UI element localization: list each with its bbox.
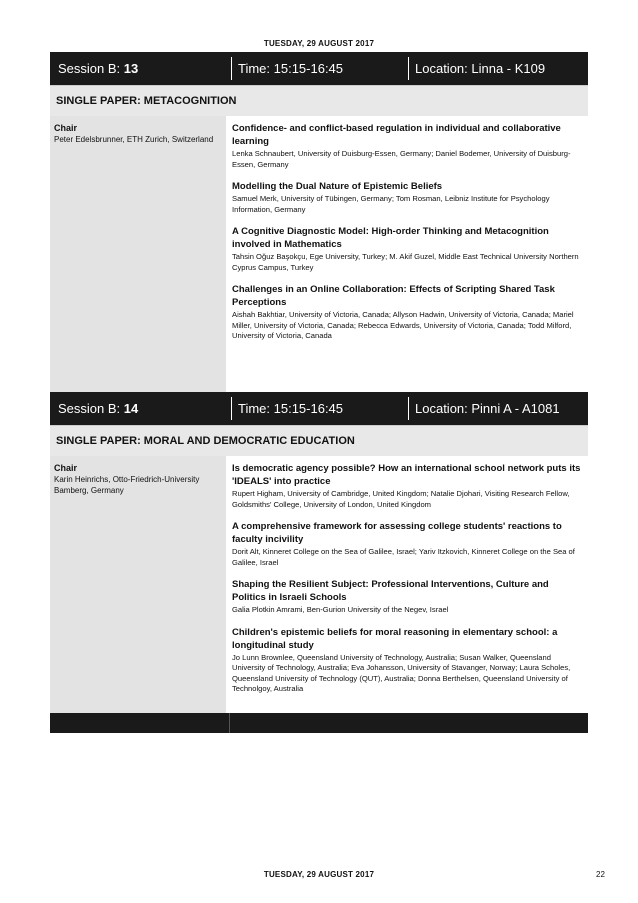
paper-title: Shaping the Resilient Subject: Professional Interventions, Culture and Politics in Israeli Schools xyxy=(232,579,549,603)
paper-title: Is democratic agency possible? How an international school network puts its 'IDEALS' into practice xyxy=(232,463,581,487)
session-location: Location: Pinni A - A1081 xyxy=(408,397,560,420)
session-id: Session B: 13 xyxy=(58,61,139,76)
session-bar xyxy=(50,392,588,425)
chair-label: Chair xyxy=(54,123,78,133)
paper-item xyxy=(232,122,582,170)
session-block xyxy=(50,52,588,413)
papers-column xyxy=(226,116,588,393)
paper-title: Modelling the Dual Nature of Epistemic Beliefs xyxy=(232,181,443,192)
paper-title: A comprehensive framework for assessing college students' reactions to faculty incivility xyxy=(232,521,562,545)
paper-authors: Rupert Higham, University of Cambridge, United Kingdom; Natalie Djohari, Visiting Research Fellow, Goldsmiths' College, University of London, United Kingdom xyxy=(232,489,570,509)
session-footer-bar xyxy=(50,713,588,733)
paper-authors: Lenka Schnaubert, University of Duisburg-Essen, Germany; Daniel Bodemer, University of Duisburg-Essen, Germany xyxy=(232,149,571,169)
paper-title: A Cognitive Diagnostic Model: High-order Thinking and Metacognition involved in Mathematics xyxy=(232,226,549,250)
session-location: Location: Linna - K109 xyxy=(408,57,545,80)
paper-authors: Galia Plotkin Amrami, Ben-Gurion University of the Negev, Israel xyxy=(232,605,449,614)
paper-title: Challenges in an Online Collaboration: Effects of Scripting Shared Task Perceptions xyxy=(232,284,555,308)
paper-authors: Aishah Bakhtiar, University of Victoria, Canada; Allyson Hadwin, University of Victoria, Canada; Mariel Miller, University of Victoria, Canada; Rebecca Edwards, University of Victoria, Canada; Todd Milford, University of Victoria, Canada xyxy=(232,310,574,340)
session-title: SINGLE PAPER: MORAL AND DEMOCRATIC EDUCATION xyxy=(50,425,588,456)
paper-item xyxy=(232,462,582,510)
paper-title: Children's epistemic beliefs for moral reasoning in elementary school: a longitudinal study xyxy=(232,626,558,651)
paper-item xyxy=(232,283,582,342)
page-number: 22 xyxy=(596,870,605,879)
paper-item xyxy=(232,520,582,568)
paper-item xyxy=(232,626,582,695)
paper-title: Confidence- and conflict-based regulation in individual and collaborative learning xyxy=(232,123,561,147)
page-footer: TUESDAY, 29 AUGUST 2017 xyxy=(263,870,375,879)
chair-name: Peter Edelsbrunner, ETH Zurich, Switzerland xyxy=(54,135,214,144)
paper-authors: Samuel Merk, University of Tübingen, Germany; Tom Rosman, Leibniz Institute for Psychology Information, Germany xyxy=(232,194,550,214)
chair-column xyxy=(50,456,226,713)
paper-authors: Tahsin Oğuz Başokçu, Ege University, Turkey; M. Akif Guzel, Middle East Technical University Northern Cyprus Campus, Turkey xyxy=(232,252,579,272)
chair-label: Chair xyxy=(54,463,78,473)
page-header: TUESDAY, 29 AUGUST 2017 xyxy=(263,39,375,48)
session-time: Time: 15:15-16:45 xyxy=(231,397,343,420)
session-bar xyxy=(50,52,588,85)
chair-column xyxy=(50,116,226,393)
session-title: SINGLE PAPER: METACOGNITION xyxy=(50,85,588,116)
paper-authors: Dorit Alt, Kinneret College on the Sea of Galilee, Israel; Yariv Itzkovich, Kinneret College on the Sea of Galilee, Israel xyxy=(232,547,575,567)
paper-item xyxy=(232,225,582,273)
chair-name: Karin Heinrichs, Otto-Friedrich-University Bamberg, Germany xyxy=(54,475,200,495)
paper-authors: Jo Lunn Brownlee, Queensland University of Technology, Australia; Susan Walker, Queensland University of Technology, Australia; Eva Johansson, University of Stavanger, Norway; Laura Scholes, Queensland University of Technology (QUT), Australia; Donna Berthelsen, Queensland University of Technolgoy, Australia xyxy=(232,652,571,693)
paper-item xyxy=(232,180,582,215)
papers-column xyxy=(226,456,588,713)
session-id: Session B: 14 xyxy=(58,401,139,416)
session-block xyxy=(50,392,588,733)
paper-item xyxy=(232,578,582,616)
session-time: Time: 15:15-16:45 xyxy=(231,57,343,80)
